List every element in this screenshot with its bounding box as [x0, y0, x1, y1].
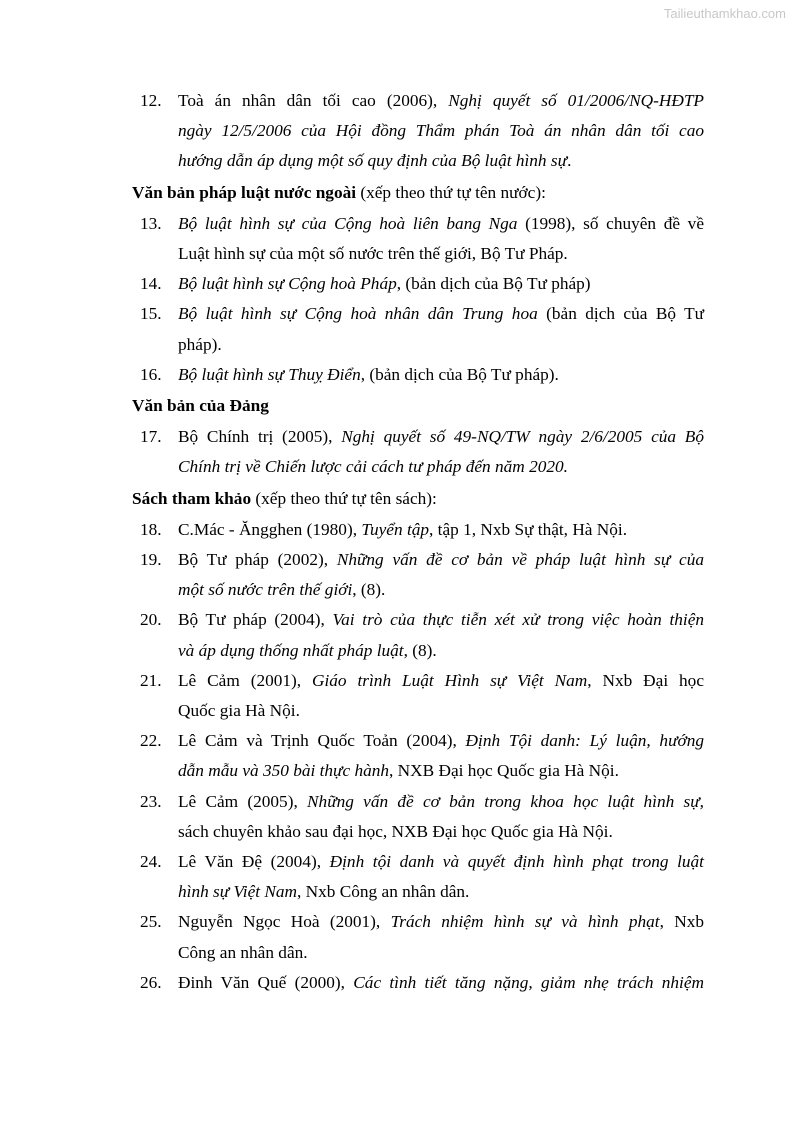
reference-line	[178, 726, 704, 756]
reference-text: Công an nhân dân.	[178, 942, 308, 962]
reference-title: hướng dẫn áp dụng một số quy định của Bộ luật hình sự	[178, 151, 568, 171]
reference-line	[178, 299, 704, 329]
reference-title: Nghị quyết số 49-NQ/TW ngày 2/6/2005 của Bộ	[341, 427, 704, 447]
reference-text: Bộ Tư pháp (2002),	[178, 550, 337, 570]
reference-line	[178, 209, 704, 239]
reference-title: Tuyển tập	[361, 519, 430, 539]
reference-title: Những vấn đề cơ bản về pháp luật hình sự của	[336, 550, 704, 570]
section-heading-bold: Văn bản pháp luật nước ngoài	[132, 182, 357, 202]
reference-line	[178, 787, 704, 817]
reference-line	[178, 756, 704, 786]
reference-line	[178, 545, 704, 575]
reference-number: 18.	[140, 519, 162, 539]
reference-line	[178, 817, 704, 847]
reference-text: Luật hình sự của một số nước trên thế giới, Bộ Tư Pháp.	[178, 244, 568, 264]
reference-number: 19.	[140, 550, 162, 570]
reference-text: Bộ Chính trị (2005),	[178, 427, 342, 447]
reference-text: (bản dịch của Bộ Tư	[537, 304, 704, 324]
reference-title: ngày 12/5/2006 của Hội đồng Thẩm phán Toà án nhân dân tối cao	[178, 121, 704, 141]
reference-text: , Nxb Công an nhân dân.	[297, 882, 470, 902]
reference-text: Nguyễn Ngọc Hoà (2001),	[178, 912, 391, 932]
reference-entry	[132, 86, 704, 177]
reference-line	[178, 239, 704, 269]
reference-text: , Nxb	[659, 912, 704, 932]
reference-line	[178, 269, 704, 299]
reference-line	[178, 636, 704, 666]
reference-title: một số nước trên thế giới	[178, 580, 353, 600]
reference-entry	[132, 422, 704, 482]
reference-number: 14.	[140, 274, 162, 294]
reference-text: Lê Cảm (2005),	[178, 791, 308, 811]
reference-text: , (bản dịch của Bộ Tư pháp).	[360, 364, 559, 384]
reference-entry	[132, 545, 704, 605]
reference-list	[132, 86, 704, 998]
reference-text: Quốc gia Hà Nội.	[178, 701, 300, 721]
reference-text: , (8).	[403, 640, 437, 660]
reference-number: 25.	[140, 912, 162, 932]
reference-entry	[132, 968, 704, 998]
reference-text: Bộ Tư pháp (2004),	[178, 610, 333, 630]
reference-title: Định Tội danh: Lý luận, hướng	[465, 731, 705, 751]
reference-text: pháp).	[178, 334, 222, 354]
reference-entry	[132, 209, 704, 269]
reference-entry	[132, 666, 704, 726]
reference-title: hình sự Việt Nam	[178, 882, 298, 902]
reference-title: Nghị quyết số 01/2006/NQ-HĐTP	[448, 91, 704, 110]
reference-line	[178, 422, 704, 452]
reference-line	[178, 86, 704, 116]
section-heading-bold: Sách tham khảo	[132, 488, 252, 508]
reference-title: Bộ luật hình sự Cộng hoà nhân dân Trung hoa	[178, 304, 538, 324]
section-heading	[132, 178, 704, 208]
section-heading-bold: Văn bản của Đảng	[132, 396, 269, 416]
reference-line	[178, 575, 704, 605]
watermark: Tailieuthamkhao.com	[663, 6, 786, 21]
reference-line	[178, 968, 704, 998]
reference-line	[178, 452, 704, 482]
reference-title: Chính trị về Chiến lược cải cách tư pháp đến năm 2020.	[178, 457, 568, 477]
reference-line	[178, 696, 704, 726]
reference-entry	[132, 847, 704, 907]
reference-text: Toà án nhân dân tối cao (2006),	[178, 91, 449, 110]
reference-number: 24.	[140, 852, 162, 872]
reference-title: Bộ luật hình sự của Cộng hoà liên bang Nga	[178, 213, 518, 233]
reference-line	[178, 330, 704, 360]
reference-entry	[132, 726, 704, 786]
reference-text: Lê Cảm (2001),	[178, 670, 312, 690]
reference-title: Vai trò của thực tiễn xét xử trong việc hoàn thiện	[332, 610, 705, 630]
reference-number: 13.	[140, 213, 162, 233]
section-heading-note: (xếp theo thứ tự tên sách):	[251, 488, 437, 508]
reference-text: , NXB Đại học Quốc gia Hà Nội.	[389, 761, 619, 781]
reference-text: , Nxb Đại học	[587, 670, 704, 690]
reference-text: , (bản dịch của Bộ Tư pháp)	[396, 274, 591, 294]
reference-number: 21.	[140, 670, 162, 690]
reference-number: 23.	[140, 791, 162, 811]
reference-entry	[132, 907, 704, 967]
reference-line	[178, 666, 704, 696]
reference-text: Lê Cảm và Trịnh Quốc Toản (2004),	[178, 731, 466, 751]
reference-number: 22.	[140, 731, 162, 751]
reference-text: , (8).	[352, 580, 386, 600]
reference-line	[178, 146, 704, 176]
reference-line	[178, 907, 704, 937]
reference-entry	[132, 299, 704, 359]
reference-title: Định tội danh và quyết định hình phạt trong luật	[329, 852, 704, 872]
section-heading-note: (xếp theo thứ tự tên nước):	[356, 182, 546, 202]
reference-title: và áp dụng thống nhất pháp luật	[178, 640, 404, 660]
reference-text: C.Mác - Ăngghen (1980),	[178, 519, 362, 539]
reference-number: 16.	[140, 364, 162, 384]
reference-title: Bộ luật hình sự Cộng hoà Pháp	[178, 274, 397, 294]
reference-line	[178, 360, 704, 390]
reference-line	[178, 938, 704, 968]
reference-title: Bộ luật hình sự Thuỵ Điển	[178, 364, 361, 384]
reference-text: sách chuyên khảo sau đại học, NXB Đại học Quốc gia Hà Nội.	[178, 821, 613, 841]
reference-title: Giáo trình Luật Hình sự Việt Nam	[312, 670, 588, 690]
section-heading	[132, 391, 704, 421]
reference-entry	[132, 605, 704, 665]
reference-number: 15.	[140, 304, 162, 324]
reference-number: 12.	[140, 91, 162, 110]
reference-title: Các tình tiết tăng nặng, giảm nhẹ trách nhiệm	[353, 972, 704, 992]
reference-line	[178, 877, 704, 907]
reference-title: Trách nhiệm hình sự và hình phạt	[390, 912, 660, 932]
reference-entry	[132, 515, 704, 545]
reference-text: , tập 1, Nxb Sự thật, Hà Nội.	[429, 519, 628, 539]
reference-entry	[132, 360, 704, 390]
reference-line	[178, 847, 704, 877]
reference-number: 20.	[140, 610, 162, 630]
reference-text: .	[567, 151, 572, 171]
reference-entry	[132, 269, 704, 299]
reference-text: Đinh Văn Quế (2000),	[178, 972, 354, 992]
reference-title: dẫn mẫu và 350 bài thực hành	[178, 761, 390, 781]
reference-number: 17.	[140, 427, 162, 447]
reference-line	[178, 605, 704, 635]
reference-line	[178, 515, 704, 545]
reference-text: Lê Văn Đệ (2004),	[178, 852, 330, 872]
reference-number: 26.	[140, 972, 162, 992]
reference-line	[178, 116, 704, 146]
reference-title: Những vấn đề cơ bản trong khoa học luật hình sự,	[307, 791, 704, 811]
section-heading	[132, 484, 704, 514]
reference-text: (1998), số chuyên đề về	[517, 213, 704, 233]
reference-entry	[132, 787, 704, 847]
